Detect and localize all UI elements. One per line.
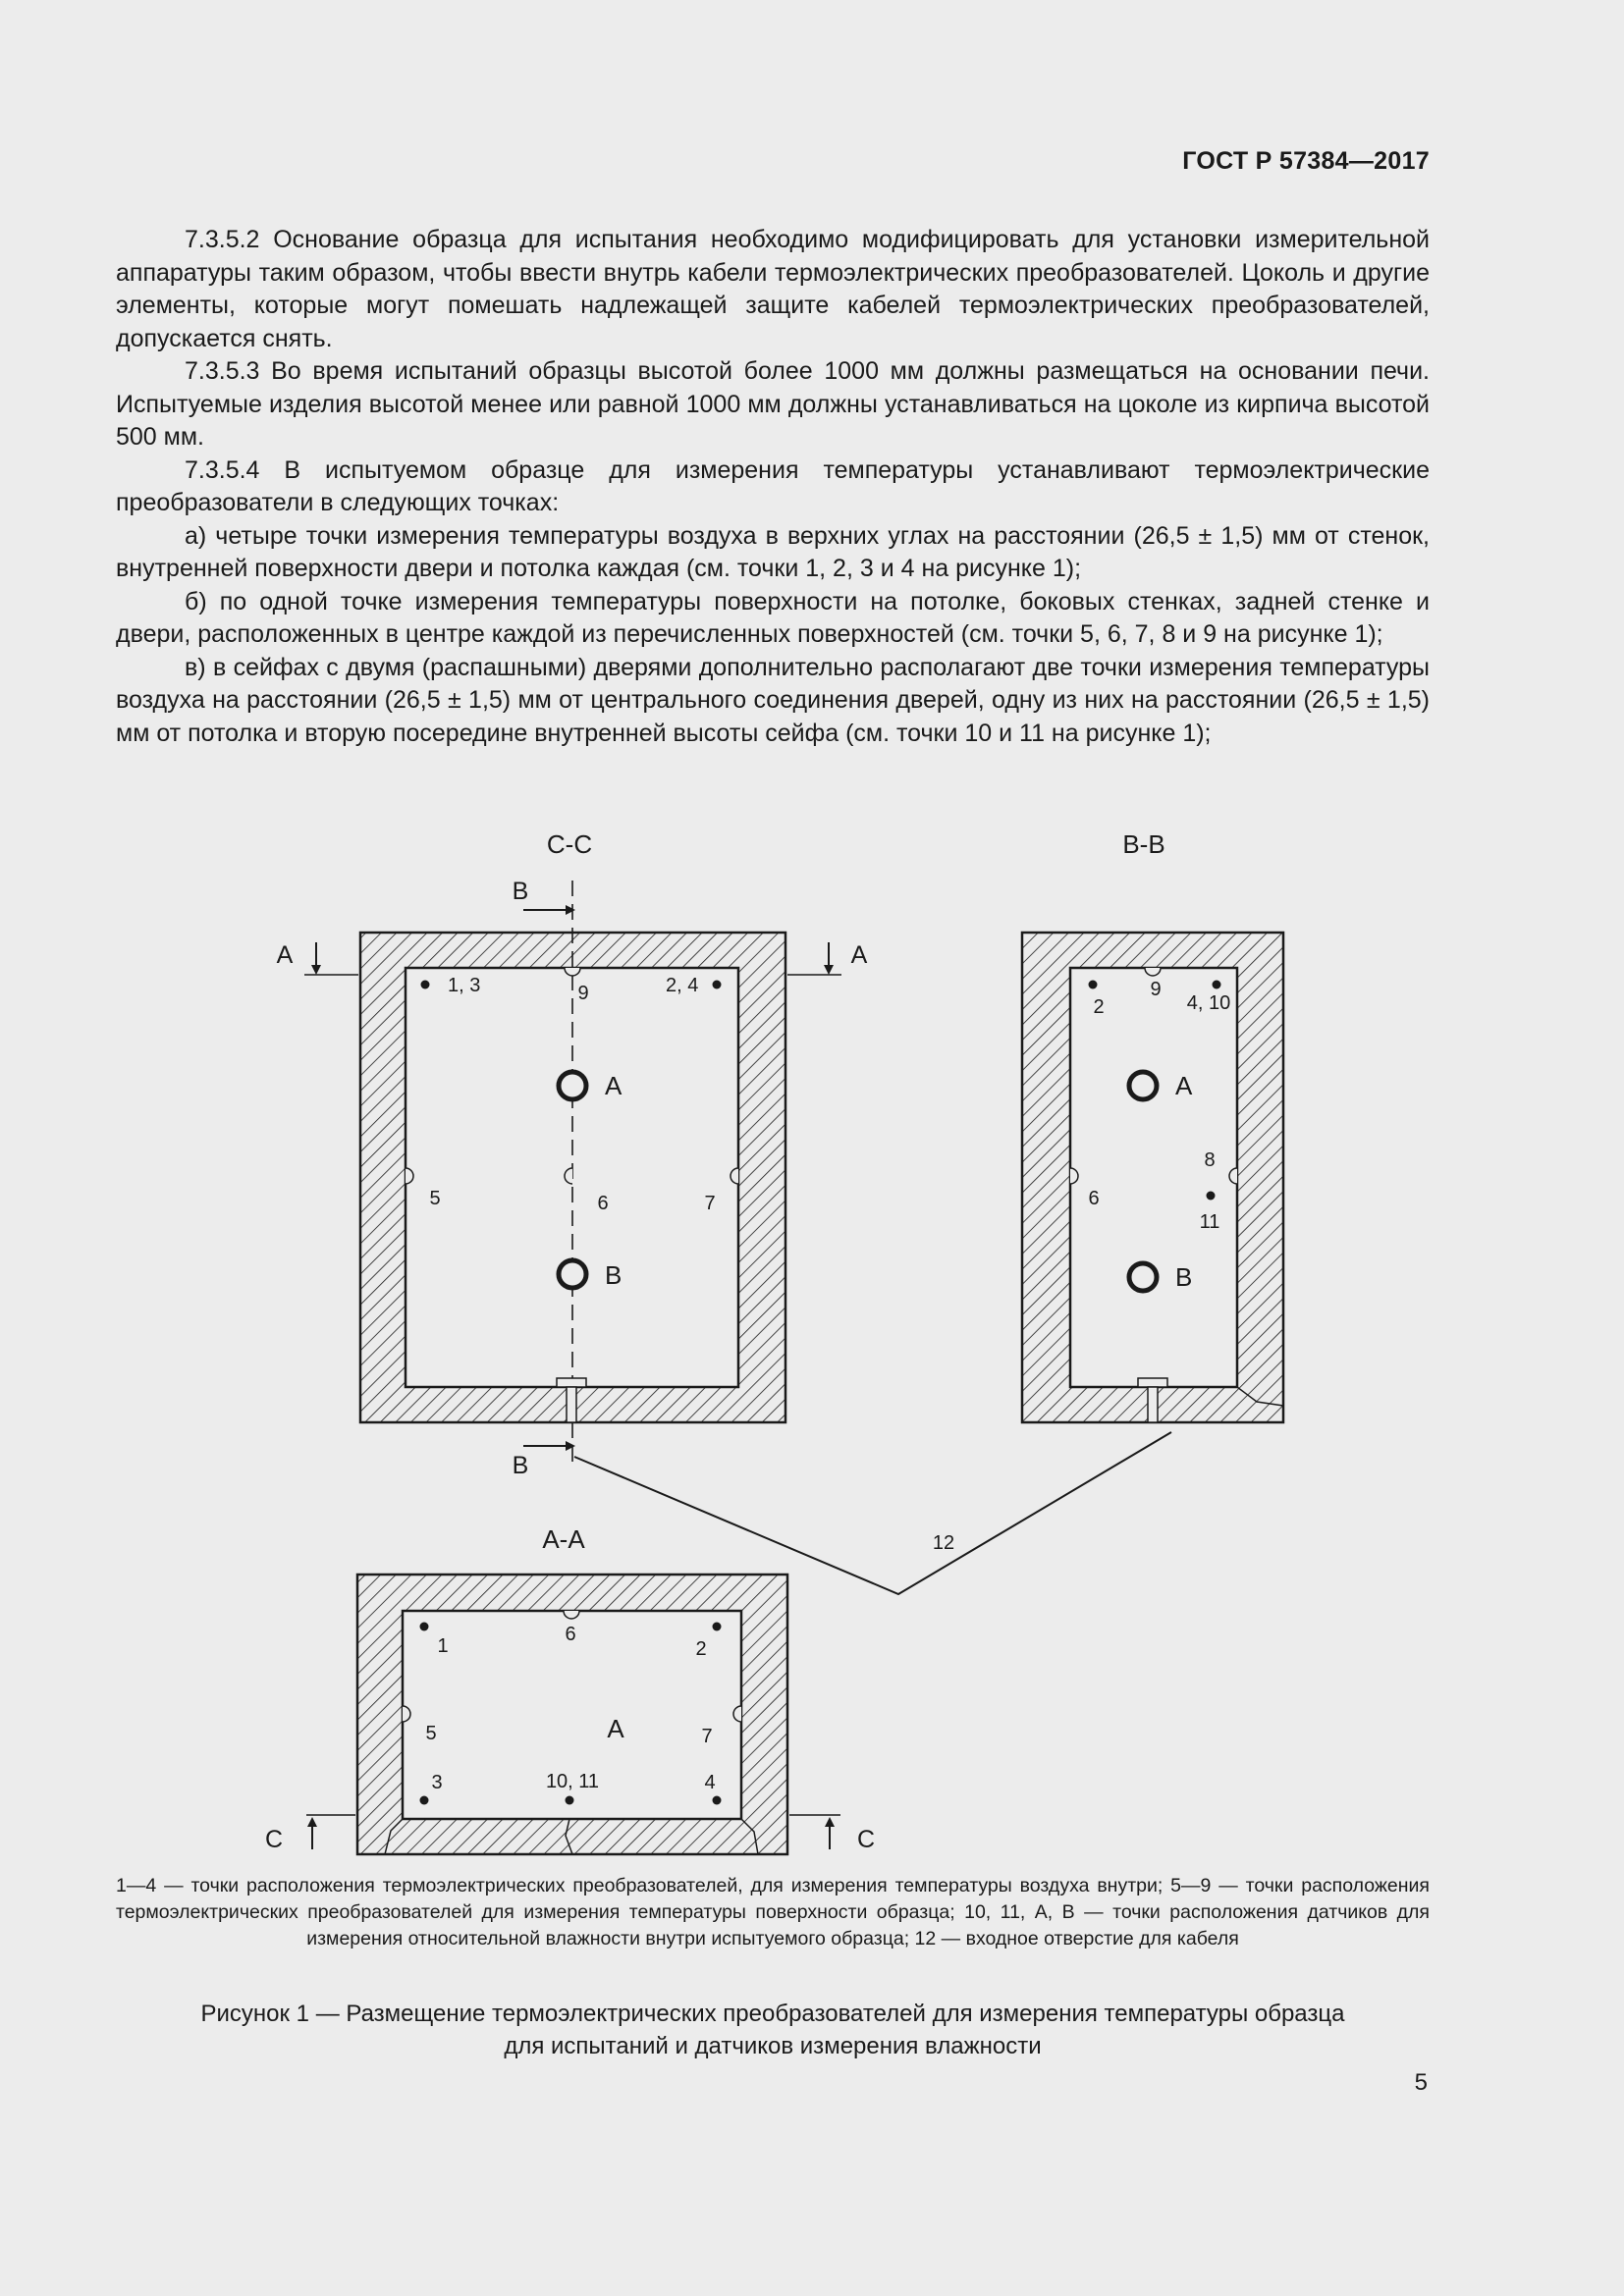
section-c-label-left: С bbox=[264, 1826, 284, 1853]
aa-point-6-label: 6 bbox=[565, 1624, 576, 1645]
section-aa bbox=[265, 1524, 875, 1854]
bb-sensor-a-marker bbox=[1129, 1072, 1157, 1099]
point-1-3-label: 1, 3 bbox=[448, 975, 481, 996]
cable-inlet-cc-plug bbox=[557, 1378, 586, 1387]
point-2-4-label: 2, 4 bbox=[666, 975, 699, 996]
body-text bbox=[116, 224, 1430, 750]
bb-point-2-dot bbox=[1089, 981, 1098, 989]
aa-point-4-label: 4 bbox=[704, 1772, 716, 1793]
list-item-v: в) в сейфах с двумя (распашными) дверями дополнительно располагают две точки измерения температуры воздуха на расстоянии (26,5 ± 1,5) мм от центрального соединения дверей, одну из них на расстоянии (26,5 ± 1,5) мм от потолка и вторую посередине внутренней высоты сейфа (см. точки 10 и 11 на рисунке 1); bbox=[116, 653, 1430, 747]
paragraph-7-3-5-2: 7.3.5.2 Основание образца для испытания необходимо модифицировать для установки измерительной аппаратуры таким образом, чтобы ввести внутрь кабели термоэлектрических преобразователей. Цоколь и другие элементы, которые могут помешать надлежащей защите кабелей термоэлектрических преобразователей, допускается снять. bbox=[116, 226, 1430, 352]
aa-point-1-dot bbox=[420, 1623, 429, 1631]
sensor-b-label: В bbox=[605, 1260, 623, 1290]
aa-point-1-label: 1 bbox=[437, 1635, 449, 1657]
cable-inlet-cc-hole bbox=[567, 1387, 576, 1422]
bb-point-8-label: 8 bbox=[1204, 1149, 1216, 1171]
aa-point-2-dot bbox=[713, 1623, 722, 1631]
point-9-marker bbox=[565, 968, 580, 976]
cable-inlet-bb-hole bbox=[1148, 1387, 1158, 1422]
aa-point-7-marker bbox=[733, 1706, 741, 1722]
section-c-arrowhead-right bbox=[825, 1817, 835, 1827]
section-aa-title: А-А bbox=[542, 1524, 585, 1554]
section-bb-title: В-В bbox=[1122, 829, 1165, 859]
figure-legend: 1—4 — точки расположения термоэлектрических преобразователей, для измерения температуры воздуха внутри; 5—9 — точки расположения термоэлектрических преобразователей для измерения температуры поверхности образца; 10, 11, А, В — точки расположения датчиков для измерения относительной влажности внутри испытуемого образца; 12 — входное отверстие для кабеля bbox=[116, 1875, 1430, 1949]
aa-point-4-dot bbox=[713, 1796, 722, 1805]
aa-point-3-label: 3 bbox=[431, 1772, 443, 1793]
aa-point-10-11-label: 10, 11 bbox=[545, 1771, 600, 1792]
aa-point-5-label: 5 bbox=[425, 1723, 437, 1744]
section-a-arrowhead-left bbox=[311, 965, 321, 975]
bb-point-6-marker bbox=[1070, 1168, 1078, 1184]
figure-caption bbox=[116, 1998, 1430, 2062]
figure-drawing bbox=[0, 823, 1624, 1865]
bb-point-4-10-dot bbox=[1213, 981, 1221, 989]
point-6-marker bbox=[565, 1168, 572, 1184]
bb-point-6-label: 6 bbox=[1088, 1188, 1100, 1209]
aa-point-10-11-dot bbox=[566, 1796, 574, 1805]
point-9-label: 9 bbox=[577, 983, 589, 1004]
section-b-label-top: В bbox=[512, 878, 529, 905]
point-7-label: 7 bbox=[704, 1193, 716, 1214]
section-c-arrowhead-left bbox=[307, 1817, 317, 1827]
section-cc-title: С-С bbox=[546, 829, 593, 859]
paragraph-7-3-5-4: 7.3.5.4 В испытуемом образце для измерения температуры устанавливают термоэлектрические преобразователи в следующих точках: bbox=[116, 455, 1430, 516]
aa-point-6-marker bbox=[564, 1611, 579, 1619]
bb-point-9-marker bbox=[1145, 968, 1161, 976]
cable-inlet-bb-plug bbox=[1138, 1378, 1167, 1387]
point-2-4-dot bbox=[713, 981, 722, 989]
section-b-arrowhead-bottom bbox=[566, 1441, 575, 1451]
section-a-label-right: А bbox=[850, 941, 868, 969]
section-bb-wall bbox=[1022, 933, 1283, 1422]
sensor-b-marker bbox=[559, 1260, 586, 1288]
cable-inlet-leader bbox=[574, 1432, 1171, 1594]
section-a-label-left: А bbox=[276, 941, 294, 969]
bb-point-2-label: 2 bbox=[1093, 996, 1105, 1018]
section-c-label-right: С bbox=[856, 1826, 876, 1853]
section-b-label-bottom: В bbox=[512, 1452, 529, 1479]
section-bb bbox=[1022, 829, 1283, 1422]
point-5-label: 5 bbox=[429, 1188, 441, 1209]
bb-point-11-label: 11 bbox=[1199, 1211, 1220, 1233]
figure-1 bbox=[0, 823, 1624, 1865]
list-item-a: а) четыре точки измерения температуры воздуха в верхних углах на расстоянии (26,5 ± 1,5) мм от стенок, внутренней поверхности двери и потолка каждая (см. точки 1, 2, 3 и 4 на рисунке 1); bbox=[116, 521, 1430, 582]
bb-sensor-a-label: А bbox=[1175, 1071, 1193, 1100]
aa-point-5-marker bbox=[403, 1706, 410, 1722]
bb-point-9-label: 9 bbox=[1150, 979, 1162, 1000]
figure-caption-line-2: для испытаний и датчиков измерения влажности bbox=[504, 2033, 1042, 2059]
cable-inlet-label: 12 bbox=[932, 1532, 955, 1554]
aa-point-2-label: 2 bbox=[695, 1638, 707, 1660]
paragraph-7-3-5-3: 7.3.5.3 Во время испытаний образцы высотой более 1000 мм должны размещаться на основании печи. Испытуемые изделия высотой менее или равной 1000 мм должны устанавливаться на цоколе из кирпича высотой 500 мм. bbox=[116, 357, 1430, 451]
document-id: ГОСТ Р 57384—2017 bbox=[1182, 147, 1430, 175]
list-item-b: б) по одной точке измерения температуры поверхности на потолке, боковых стенках, задней стенке и двери, расположенных в центре каждой из перечисленных поверхностей (см. точки 5, 6, 7, 8 и 9 на рисунке 1); bbox=[116, 587, 1430, 648]
section-a-arrowhead-right bbox=[824, 965, 834, 975]
bb-sensor-b-label: В bbox=[1175, 1262, 1193, 1292]
bb-sensor-b-marker bbox=[1129, 1263, 1157, 1291]
aa-sensor-a-label: А bbox=[607, 1714, 624, 1743]
bb-point-8-marker bbox=[1229, 1168, 1237, 1184]
point-5-marker bbox=[406, 1168, 413, 1184]
section-b-arrowhead-top bbox=[566, 905, 575, 915]
aa-point-7-label: 7 bbox=[701, 1726, 713, 1747]
page-number: 5 bbox=[1414, 2069, 1428, 2096]
point-7-marker bbox=[731, 1168, 738, 1184]
figure-caption-line-1: Рисунок 1 — Размещение термоэлектрических преобразователей для измерения температуры образца bbox=[200, 2001, 1345, 2027]
section-cc bbox=[277, 829, 868, 1479]
bb-point-11-dot bbox=[1207, 1192, 1216, 1201]
sensor-a-marker bbox=[559, 1072, 586, 1099]
bb-point-4-10-label: 4, 10 bbox=[1186, 992, 1231, 1014]
point-1-3-dot bbox=[421, 981, 430, 989]
aa-point-3-dot bbox=[420, 1796, 429, 1805]
point-6-label: 6 bbox=[597, 1193, 609, 1214]
sensor-a-label: А bbox=[605, 1071, 623, 1100]
